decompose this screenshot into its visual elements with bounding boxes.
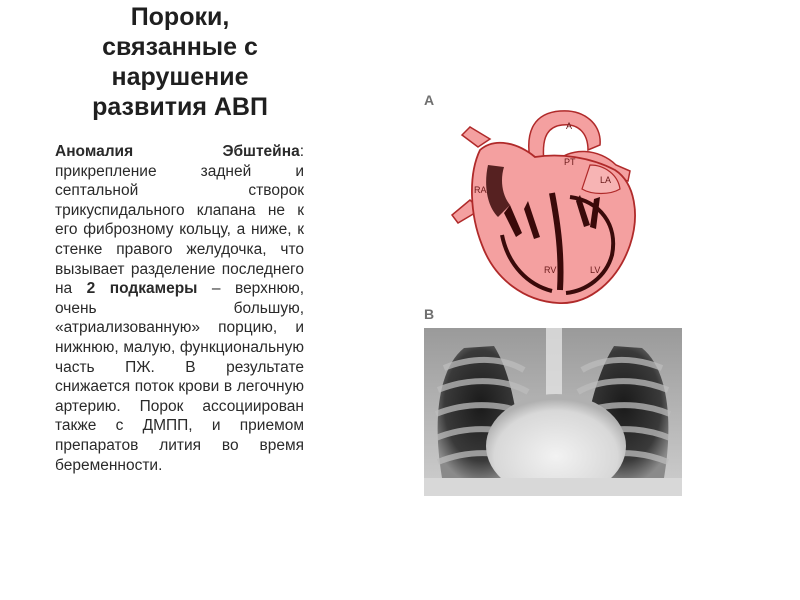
slide-title: Пороки, связанные с нарушение развития АВП (92, 3, 268, 121)
term-ebstein: Аномалия Эбштейна (55, 143, 300, 160)
label-left-ventricle: LV (590, 265, 601, 275)
figure-label-b: B (424, 306, 435, 322)
figure-label-a: A (424, 92, 435, 108)
label-right-atrium: RA (474, 185, 487, 195)
term-colon: : (299, 143, 304, 160)
superior-vena-cava (462, 127, 490, 147)
heart-diagram (440, 105, 670, 310)
label-left-atrium: LA (600, 175, 612, 185)
label-aorta: A (566, 121, 573, 131)
chest-xray (424, 328, 682, 496)
label-right-ventricle: RV (544, 265, 557, 275)
text-part-2: – верхнюю, очень большую, «атриализованную» порцию, и нижнюю, малую, функциональную часть ПЖ. В результате снижается поток крови в легочную артерию. Порок ассоциирован также с ДМПП, и приемом препаратов лития во время беременности. (55, 280, 304, 474)
diaphragm (424, 478, 682, 496)
subchamber-count: 2 подкамеры (86, 280, 198, 298)
description-text (55, 142, 304, 475)
text-part-1: прикрепление задней и септальной створок трикуспидального клапана не к его фиброзному кольцу, а ниже, к стенке правого желудочка, что вызывает разделение последнего на (55, 162, 304, 298)
label-pulmonary-trunk: PT (564, 157, 576, 167)
